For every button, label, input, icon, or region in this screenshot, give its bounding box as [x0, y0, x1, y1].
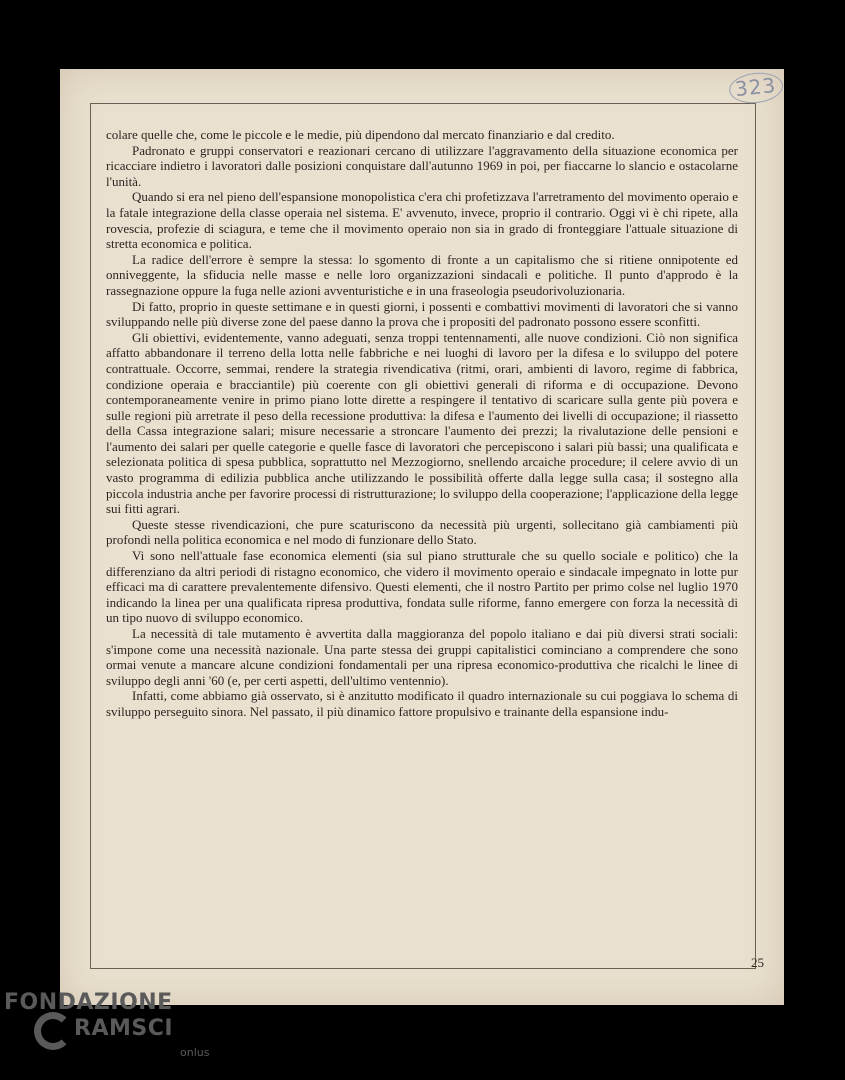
- paragraph-6: Gli obiettivi, evidentemente, vanno adeguati, senza troppi tentennamenti, alle nuove condizioni. Ciò non significa affatto abbandonare il terreno della lotta nelle fabbriche e nei luoghi di lavoro per la difesa e lo sviluppo del potere contrattuale. Occorre, semmai, rendere la strategia rivendicativa (ritmi, orari, ambienti di lavoro, regime di fabbrica, condizione operaia e bracciantile) più coerente con gli obiettivi generali di riforma e di occupazione. Devono contemporaneamente venire in primo piano lotte dirette a respingere il tentativo di scaricare sulla gente più povera e sulle regioni più arretrate il peso della recessione produttiva: la difesa e l'aumento dei livelli di occupazione; il riassetto della Cassa integrazione salari; misure necessarie a stroncare l'aumento dei prezzi; la rivalutazione delle pensioni e l'aumento dei salari per quelle categorie e quelle fasce di lavoratori che percepiscono i salari più bassi; una qualificata e selezionata politica di spesa pubblica, soprattutto nel Mezzogiorno, snellendo arcaiche procedure; il celere avvio di un vasto programma di edilizia pubblica anche utilizzando le possibilità offerte dalla legge sulla casa; il sostegno alla piccola industria anche per favorire processi di ristrutturazione; lo sviluppo della cooperazione; l'applicazione della legge sui fitti agrari.: [106, 329, 738, 517]
- watermark-line-1: FONDAZIONE: [4, 990, 173, 1015]
- watermark-line-2: RAMSCI: [74, 1016, 174, 1041]
- paragraph-1: colare quelle che, come le piccole e le medie, più dipendono dal mercato finanziario e dal credito.: [106, 127, 615, 142]
- page-number: 25: [751, 955, 764, 970]
- scanned-page: [60, 69, 784, 1005]
- paragraph-10: Infatti, come abbiamo già osservato, si è anzitutto modificato il quadro internazionale su cui poggiava lo schema di sviluppo perseguito sinora. Nel passato, il più dinamico fattore propulsivo e trainante della espansione indu-: [106, 688, 738, 719]
- paragraph-2: Padronato e gruppi conservatori e reazionari cercano di utilizzare l'aggravamento della situazione economica per ricacciare indietro i lavoratori dalle posizioni conquistare dall'autunno 1969 in poi, per fiaccarne lo slancio e ostacolarne l'unità.: [106, 142, 738, 189]
- paragraph-9: La necessità di tale mutamento è avvertita dalla maggioranza del popolo italiano e dai più diversi strati sociali: s'impone come una necessità nazionale. Una parte stessa dei gruppi capitalistici cominciano a comprendere che sono ormai venute a mancare alcune condizioni fondamentali per una ripresa economico-produttiva che ricalchi le linee di sviluppo degli anni '60 (e, per certi aspetti, dell'ultimo ventennio).: [106, 626, 738, 688]
- paragraph-4: La radice dell'errore è sempre la stessa: lo sgomento di fronte a un capitalismo che si ritiene onnipotente ed onniveggente, la sfiducia nelle masse e nelle loro organizzazioni sindacali e politiche. Il punto d'approdo è la rassegnazione oppure la fuga nelle azioni avventuristiche e in una fraseologia pseudorivoluzionaria.: [106, 251, 738, 298]
- gramsci-g-logo-icon: [34, 1012, 72, 1050]
- archive-number: 323: [733, 72, 778, 102]
- fondazione-gramsci-watermark: [4, 990, 214, 1076]
- paragraph-8: Vi sono nell'attuale fase economica elementi (sia sul piano strutturale che su quello sociale e politico) che la differenziano da altri periodi di ristagno economico, che videro il movimento operaio e sindacale impegnato in lotte pur efficaci ma di carattere prevalentemente difensivo. Questi elementi, che il nostro Partito per primo colse nel luglio 1970 indicando la linea per una qualificata ripresa produttiva, fondata sulle riforme, fanno emergere con forza la necessità di un tipo nuovo di sviluppo economico.: [106, 548, 738, 626]
- paragraph-3: Quando si era nel pieno dell'espansione monopolistica c'era chi profetizzava l'arretramento del movimento operaio e la fatale integrazione della classe operaia nel sistema. E' avvenuto, invece, proprio il contrario. Oggi vi è chi ripete, alla rovescia, profezie di sciagura, e teme che il movimento operaio non sia in grado di fronteggiare l'attuale situazione di stretta economica e politica.: [106, 189, 738, 252]
- paragraph-5: Di fatto, proprio in queste settimane e in questi giorni, i possenti e combattivi movimenti di lavoratori che si vanno sviluppando nelle più diverse zone del paese danno la prova che i propositi del padronato possono essere sconfitti.: [106, 298, 738, 330]
- paragraph-7: Queste stesse rivendicazioni, che pure scaturiscono da necessità più urgenti, sollecitano già cambiamenti più profondi nella politica economica e nel modo di funzionare dello Stato.: [106, 516, 738, 548]
- document-text: [106, 127, 738, 720]
- watermark-line-3: onlus: [180, 1046, 210, 1059]
